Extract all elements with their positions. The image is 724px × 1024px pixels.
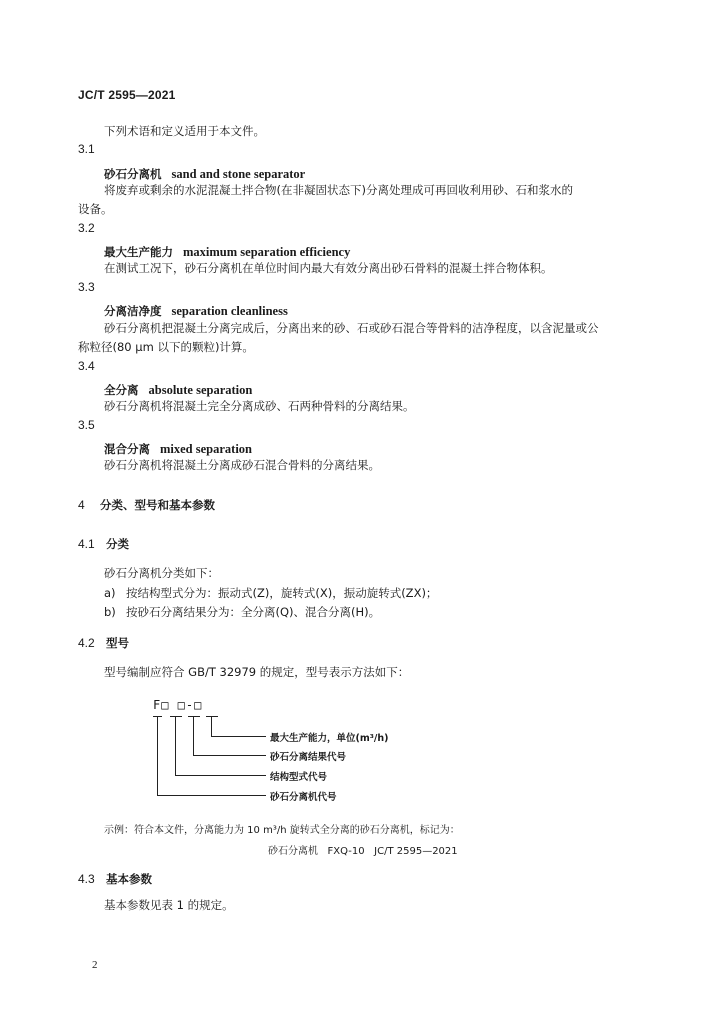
term-title xyxy=(104,379,252,398)
model-intro: 型号编制应符合 GB/T 32979 的规定，型号表示方法如下： xyxy=(104,665,410,679)
section-title: 分类、型号和基本参数 xyxy=(100,498,215,512)
term-definition-line: 砂石分离机把混凝土分离完成后，分离出来的砂、石或砂石混合等骨料的洁净程度，以含泥量或公 xyxy=(104,321,599,335)
legend-structure: 结构型式代号 xyxy=(270,772,328,783)
term-en: separation cleanliness xyxy=(171,304,288,318)
term-definition-line: 称粒径(80 μm 以下的颗粒)计算。 xyxy=(78,340,254,354)
term-definition-line: 设备。 xyxy=(78,202,113,216)
term-title xyxy=(104,241,350,260)
term-definition-line: 砂石分离机将混凝土完全分离成砂、石两种骨料的分离结果。 xyxy=(104,399,415,413)
term-en: maximum separation efficiency xyxy=(183,245,351,259)
example-marking: 砂石分离机 FXQ-10 JC/T 2595—2021 xyxy=(268,846,458,857)
list-item xyxy=(104,605,380,619)
basic-params-text: 基本参数见表 1 的规定。 xyxy=(104,898,234,912)
term-zh: 分离洁净度 xyxy=(104,304,162,318)
list-marker: a) xyxy=(104,586,116,600)
underline-structure xyxy=(170,716,182,717)
section-number: 4 xyxy=(78,498,85,512)
term-en: mixed separation xyxy=(160,442,253,456)
term-zh: 最大生产能力 xyxy=(104,245,173,259)
list-text: 按结构型式分为：振动式(Z)，旋转式(X)，振动旋转式(ZX)； xyxy=(126,586,438,600)
term-zh: 全分离 xyxy=(104,383,139,397)
terms-intro: 下列术语和定义适用于本文件。 xyxy=(104,124,265,138)
term-number: 3.4 xyxy=(78,359,95,373)
leader-horizontal xyxy=(211,736,266,737)
term-definition-line: 将废弃或剩余的水泥混凝土拌合物(在非凝固状态下)分离处理成可再回收利用砂、石和浆水的 xyxy=(104,183,573,197)
example-line: 示例：符合本文件，分离能力为 10 m³/h 旋转式全分离的砂石分离机，标记为： xyxy=(104,825,460,836)
subsection-heading xyxy=(78,635,129,651)
page-number: 2 xyxy=(92,959,98,971)
leader-vertical xyxy=(175,716,176,775)
subsection-title: 基本参数 xyxy=(106,872,152,886)
underline-result xyxy=(188,716,200,717)
term-en: sand and stone separator xyxy=(171,167,306,181)
term-title xyxy=(104,438,252,457)
term-title xyxy=(104,300,288,319)
term-zh: 混合分离 xyxy=(104,442,150,456)
term-number: 3.1 xyxy=(78,142,95,156)
subsection-heading xyxy=(78,871,152,887)
term-number: 3.3 xyxy=(78,280,95,294)
leader-horizontal xyxy=(175,775,266,776)
standard-code: JC/T 2595—2021 xyxy=(78,88,176,102)
term-definition-line: 砂石分离机将混凝土分离成砂石混合骨料的分离结果。 xyxy=(104,458,380,472)
term-en: absolute separation xyxy=(148,383,253,397)
term-definition-line: 在测试工况下，砂石分离机在单位时间内最大有效分离出砂石骨料的混凝土拌合物体积。 xyxy=(104,261,553,275)
term-number: 3.2 xyxy=(78,221,95,235)
list-item xyxy=(104,586,437,600)
subsection-heading xyxy=(78,536,129,552)
section-heading xyxy=(78,497,215,513)
list-text: 按砂石分离结果分为：全分离(Q)、混合分离(H)。 xyxy=(126,605,381,619)
term-zh: 砂石分离机 xyxy=(104,167,162,181)
underline-capacity xyxy=(206,716,218,717)
term-title xyxy=(104,163,305,182)
leader-vertical xyxy=(193,716,194,755)
term-number: 3.5 xyxy=(78,418,95,432)
list-marker: b) xyxy=(104,605,116,619)
leader-horizontal xyxy=(193,755,266,756)
subsection-title: 型号 xyxy=(106,636,129,650)
leader-vertical xyxy=(211,716,212,736)
legend-capacity: 最大生产能力，单位(m³/h) xyxy=(270,733,389,744)
classification-intro: 砂石分离机分类如下： xyxy=(104,566,219,580)
legend-result: 砂石分离结果代号 xyxy=(270,752,347,763)
model-code: F□ □-□ xyxy=(153,698,203,712)
subsection-number: 4.3 xyxy=(78,872,95,886)
subsection-number: 4.1 xyxy=(78,537,95,551)
leader-horizontal xyxy=(157,795,266,796)
leader-vertical xyxy=(157,716,158,795)
subsection-title: 分类 xyxy=(106,537,129,551)
legend-separator: 砂石分离机代号 xyxy=(270,792,337,803)
subsection-number: 4.2 xyxy=(78,636,95,650)
